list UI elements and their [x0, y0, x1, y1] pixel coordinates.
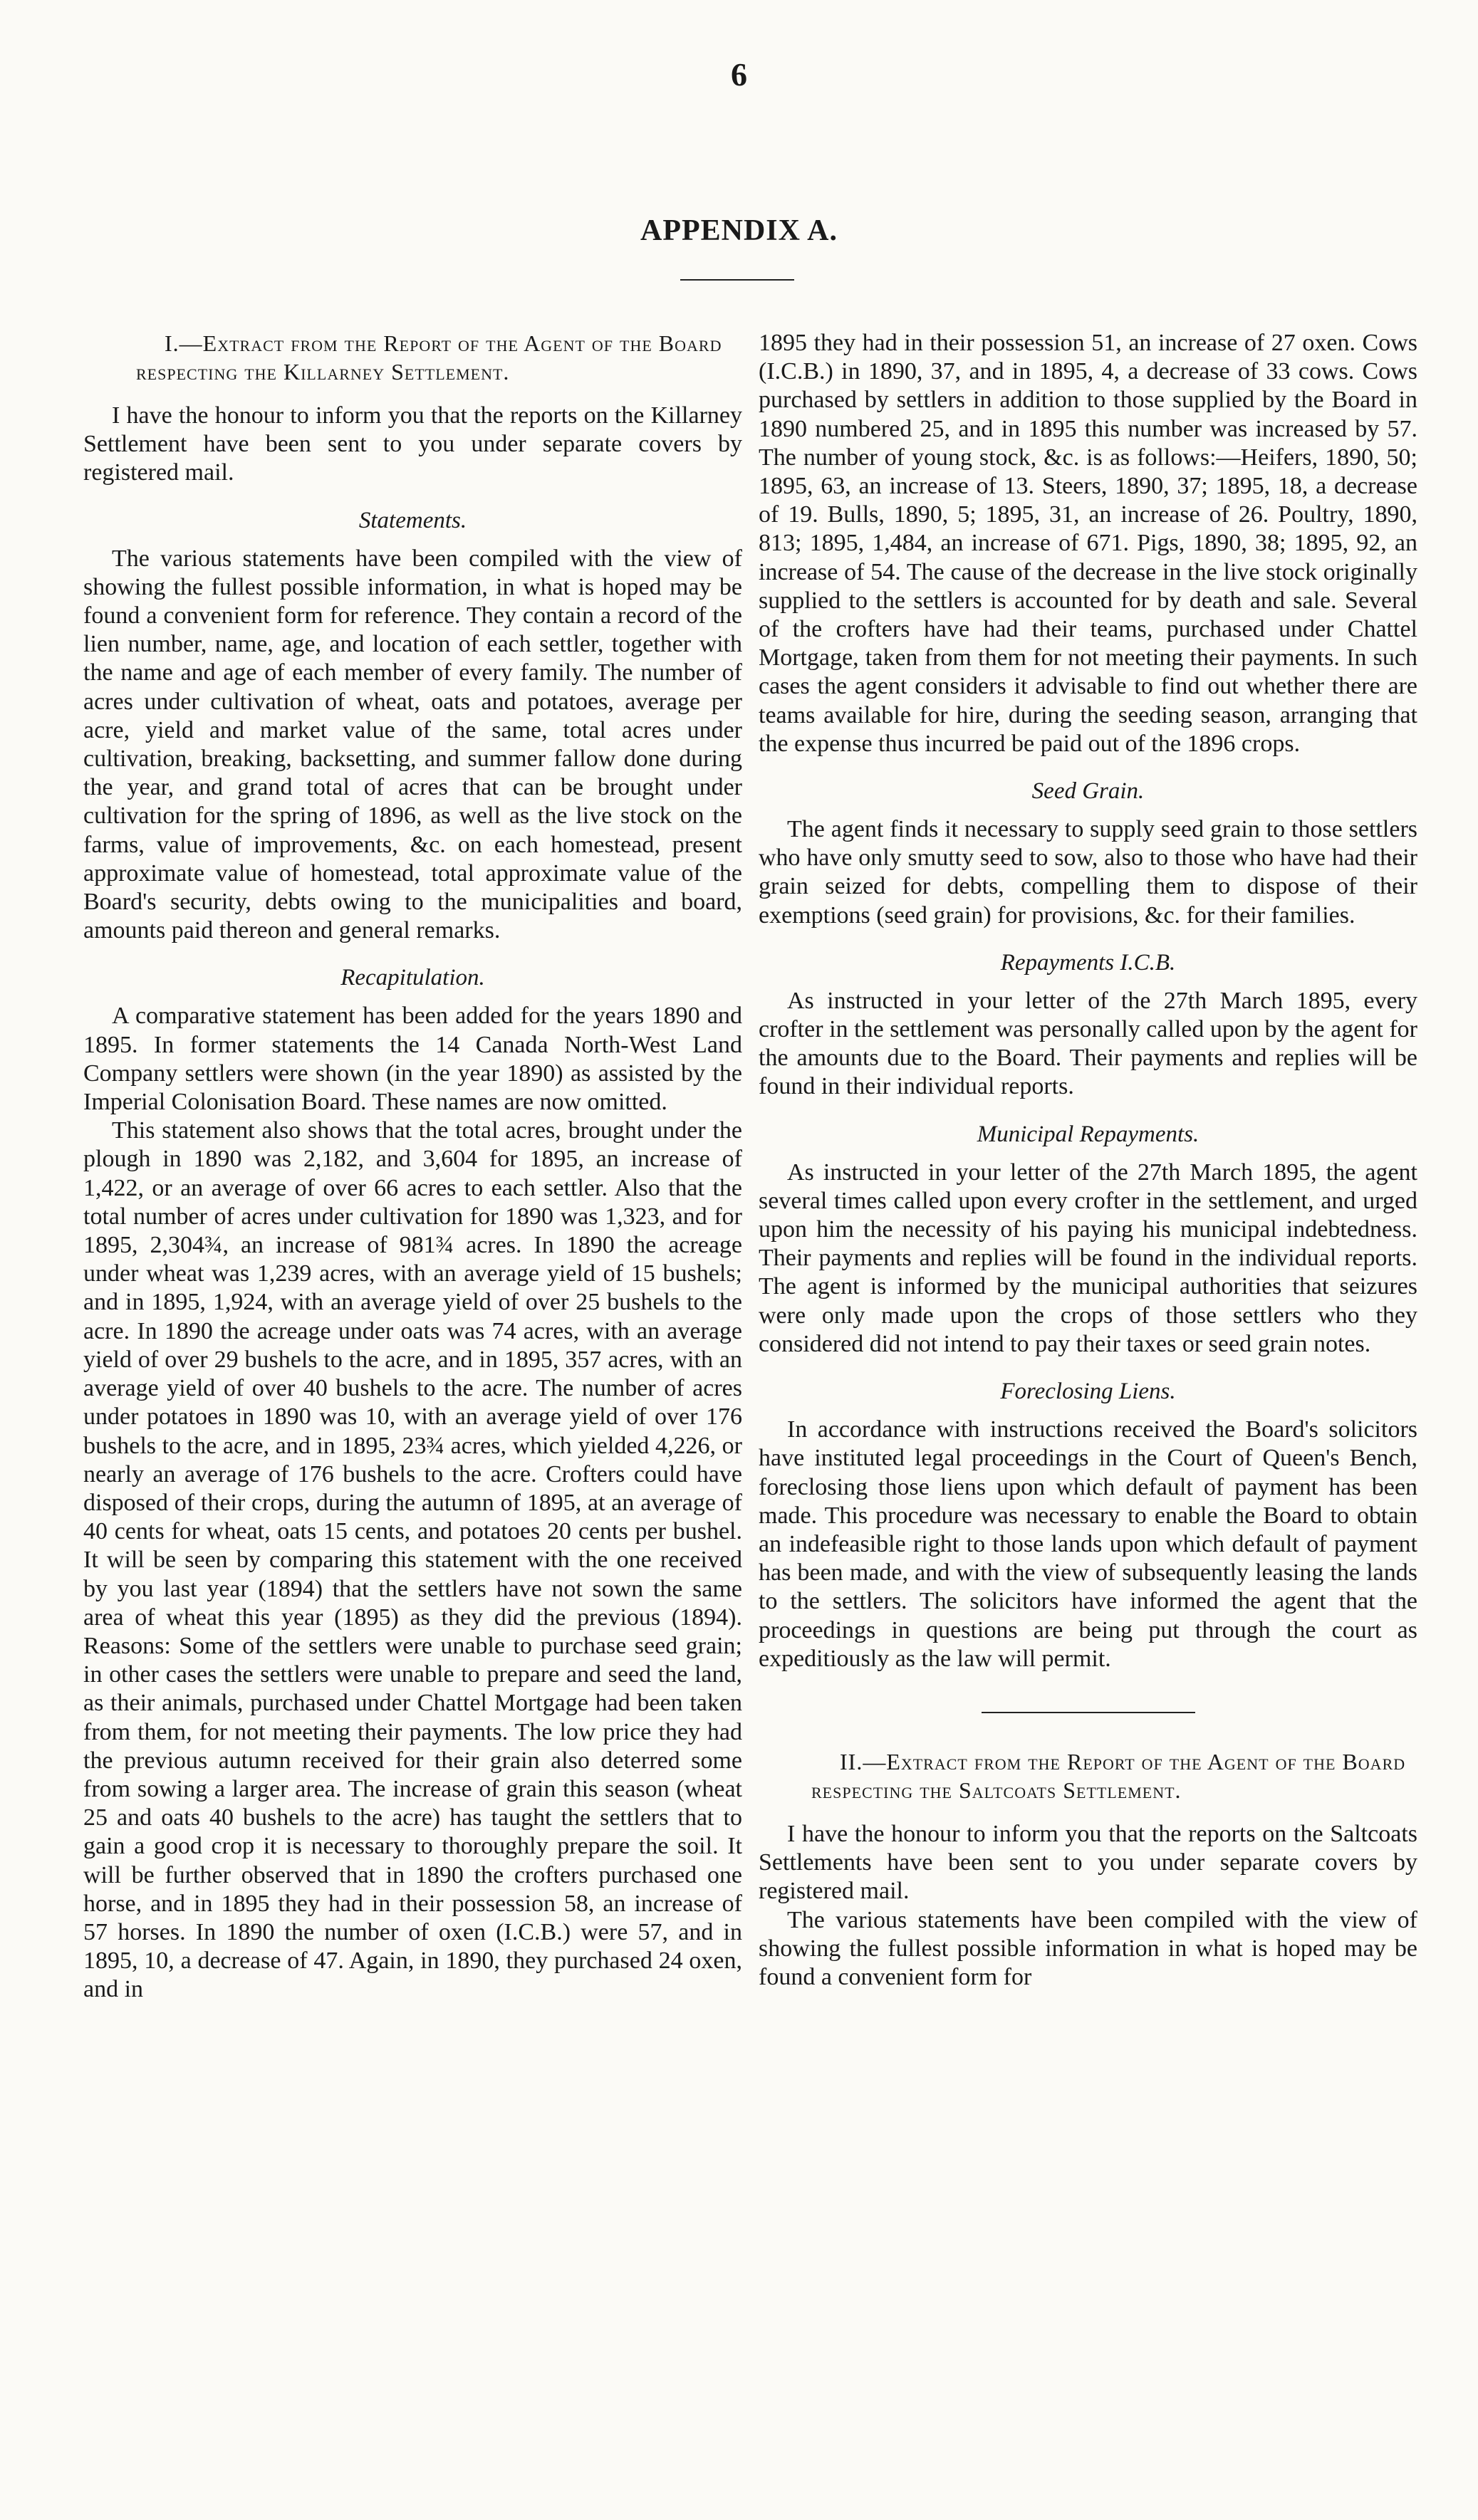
saltcoats-statements-paragraph: The various statements have been compiled with the view of showing the fullest possible information in what is hoped may be found a convenient form for [759, 1906, 1417, 1990]
page-number: 6 [731, 56, 747, 93]
appendix-title: APPENDIX A. [640, 214, 838, 247]
statements-heading: Statements. [358, 507, 467, 533]
right-column [759, 329, 1417, 1992]
intro-paragraph: I have the honour to inform you that the reports on the Killarney Settlement have been sent to you under separate covers by registered mail. [83, 402, 742, 486]
municipal-repayments-heading: Municipal Repayments. [977, 1121, 1199, 1147]
saltcoats-intro-paragraph: I have the honour to inform you that the reports on the Saltcoats Settlements have been sent to you under separate covers by registered mail. [759, 1820, 1417, 1905]
continued-paragraph: 1895 they had in their possession 51, an increase of 27 oxen. Cows (I.C.B.) in 1890, 37, and in 1895, 4, a decrease of 33 cows. Cows purchased by settlers in addition to those supplied by the Board in 1890 numbered 25, and in 1895 this number was increased by 57. The number of young stock, &c. is as follows:—Heifers, 1890, 50; 1895, 63, an increase of 13. Steers, 1890, 37; 1895, 18, a decrease of 19. Bulls, 1890, 5; 1895, 31, an increase of 26. Poultry, 1890, 813; 1895, 1,484, an increase of 671. Pigs, 1890, 38; 1895, 92, an increase of 54. The cause of the decrease in the live stock originally supplied to the settlers is accounted for by death and sale. Several of the crofters have had their teams, purchased under Chattel Mortgage, taken from them for not meeting their payments. In such cases the agent considers it advisable to find out whether there are teams available for hire, during the seeding season, arranging that the expense thus incurred be paid out of the 1896 crops. [759, 330, 1417, 757]
recapitulation-heading: Recapitulation. [340, 965, 485, 991]
repayments-paragraph: As instructed in your letter of the 27th March 1895, every crofter in the settlement was personally called upon by the agent for the amounts due to the Board. Their payments and replies will be found in their individual reports. [759, 987, 1417, 1100]
recapitulation-paragraph-1: A comparative statement has been added for the years 1890 and 1895. In former statements the 14 Canada North-West Land Company settlers were shown (in the year 1890) as assisted by the Imperial Colonisation Board. These names are now omitted. [83, 1003, 742, 1116]
foreclosing-liens-heading: Foreclosing Liens. [1000, 1379, 1176, 1405]
repayments-heading: Repayments I.C.B. [1000, 949, 1176, 976]
municipal-repayments-paragraph: As instructed in your letter of the 27th March 1895, the agent several times called upon every crofter in the settlement, and urged upon him the necessity of his paying his municipal indebtedness. Their payments and replies will be found in the individual reports. The agent is informed by the municipal authorities that seizures were only made upon the crops of those settlers who they considered did not intend to pay their taxes or seed grain notes. [759, 1159, 1417, 1357]
foreclosing-liens-paragraph: In accordance with instructions received the Board's solicitors have instituted legal proceedings in the Court of Queen's Bench, foreclosing those liens upon which default of payment has been made. This procedure was necessary to enable the Board to obtain an indefeasible right to those lands upon which default of payment has been made, and with the view of subsequently leasing the lands to the settlers. The solicitors have informed the agent that the proceedings in questions are being put through the court as expeditiously as the law will permit. [759, 1416, 1417, 1672]
section-divider [982, 1712, 1195, 1713]
recapitulation-paragraph-2: This statement also shows that the total acres, brought under the plough in 1890 was 2,182, and 3,604 for 1895, an increase of 1,422, or an average of over 66 acres to each settler. Also that the total number of acres under cultivation for 1890 was 1,323, and for 1895, 2,304¾, an increase of 981¾ acres. In 1890 the acreage under wheat was 1,239 acres, with an average yield of 15 bushels; and in 1895, 1,924, with an average yield of over 25 bushels to the acre. In 1890 the acreage under oats was 74 acres, with an average yield of over 29 bushels to the acre, and in 1895, 357 acres, with an average yield of over 40 bushels to the acre. The number of acres under potatoes in 1890 was 10, with an average yield of over 176 bushels to the acre, and in 1895, 23¾ acres, which yielded 4,226, or nearly an average of 176 bushels to the acre. Crofters could have disposed of their crops, during the autumn of 1895, at an average of 40 cents for wheat, oats 15 cents, and potatoes 20 cents per bushel. It will be seen by comparing this statement with the one received by you last year (1894) that the settlers have not sown the same area of wheat this year (1895) as they did the previous (1894). Reasons: Some of the settlers were unable to purchase seed grain; in other cases the settlers were unable to prepare and seed the land, as their animals, purchased under Chattel Mortgage had been taken from them, for not meeting their payments. The low price they had the previous autumn received for their grain also deterred some from sowing a larger area. The increase of grain this season (wheat 25 and oats 40 bushels to the acre) has taught the settlers that to gain a good crop it is necessary to thoroughly prepare the soil. It will be further observed that in 1890 the crofters purchased one horse, and in 1895 they had in their possession 58, an increase of 57 horses. In 1890 the number of oxen (I.C.B.) were 57, and in 1895, 10, a decrease of 47. Again, in 1890, they purchased 24 oxen, and in [83, 1117, 742, 2003]
seed-grain-paragraph: The agent finds it necessary to supply seed grain to those settlers who have only smutty seed to sow, also to those who have had their grain seized for debts, compelling them to dispose of their exemptions (seed grain) for provisions, &c. for their families. [759, 816, 1417, 929]
seed-grain-heading: Seed Grain. [1031, 778, 1145, 805]
title-rule [680, 279, 794, 281]
section-heading-killarney: I.—Extract from the Report of the Agent of the Board respecting the Killarney Settlement. [136, 330, 722, 385]
section-heading-saltcoats: II.—Extract from the Report of the Agent of the Board respecting the Saltcoats Settlement. [811, 1748, 1406, 1803]
statements-paragraph: The various statements have been compiled with the view of showing the fullest possible information, in what is hoped may be found a convenient form for reference. They contain a record of the lien number, name, age, and location of each settler, together with the name and age of each member of every family. The number of acres under cultivation of wheat, oats and potatoes, average per acre, yield and market value of the same, total acres under cultivation, breaking, backsetting, and summer fallow done during the year, and grand total of acres that can be brought under cultivation for the spring of 1896, as well as the live stock on the farms, value of improvements, &c. on each homestead, present approximate value of homestead, total approximate value of the Board's security, debts owing to the municipalities and board, amounts paid thereon and general remarks. [83, 545, 742, 944]
left-column [83, 329, 742, 2004]
